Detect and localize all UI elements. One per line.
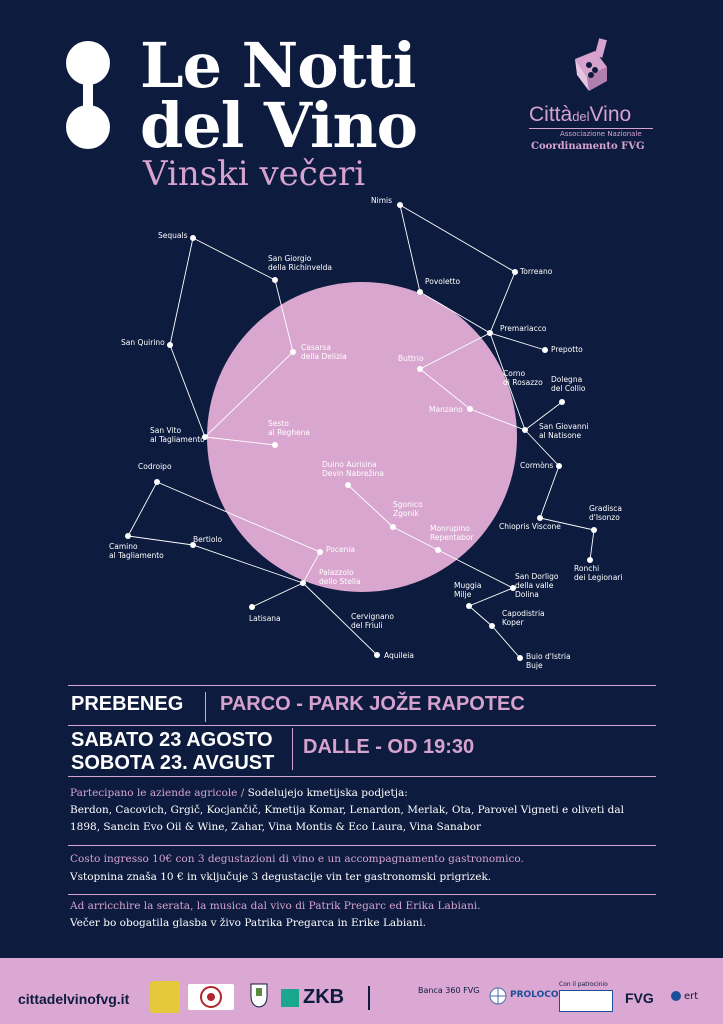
divider-date — [68, 776, 656, 777]
cdv-association: Associazione Nazionale — [560, 130, 642, 138]
cost-it: Costo ingresso 10€ con 3 degustazioni di vino e un accompagnamento gastronomico. — [70, 853, 524, 865]
music-sl: Večer bo obogatila glasba v živo Patrika Pregarca in Erike Labiani. — [70, 917, 426, 929]
divider-participants — [68, 845, 656, 846]
ert-icon — [670, 990, 682, 1002]
zkb-square-icon — [281, 989, 299, 1007]
fvg-mark: FVG — [625, 990, 654, 1006]
town-label: Premariacco — [500, 324, 547, 333]
globe-icon — [489, 987, 507, 1005]
event-time: DALLE - OD 19:30 — [303, 736, 475, 758]
patronage-label: Con il patrocinio — [559, 981, 608, 988]
patronage-logo — [559, 990, 613, 1012]
town-label: Muggia Milje — [454, 581, 482, 599]
divider-cost — [68, 894, 656, 895]
town-label: Nimis — [371, 196, 392, 205]
town-label: San Giorgio della Richinvelda — [268, 254, 333, 272]
zkb-logo — [281, 986, 344, 1009]
town-label: Latisana — [249, 614, 281, 623]
town-label: Manzano — [429, 405, 463, 414]
participants-list: Berdon, Cacovich, Grgič, Kocjančič, Kmetija Komar, Lenardon, Merlak, Ota, Parovel Vigneti e oliveti dal 1898, Sancin Evo Oil & Wine, Zahar, Vina Montis & Eco Laura, Vina Sanabor — [70, 804, 625, 833]
date-separator — [292, 728, 293, 770]
ert-logo — [670, 990, 698, 1002]
town-label: Camino al Tagliamento — [109, 542, 164, 560]
town-label: San Dorligo della valle Dolina — [515, 572, 559, 599]
participants-heading-sl: Sodelujejo kmetijska podjetja: — [247, 787, 408, 799]
town-label: Buttrio — [398, 354, 424, 363]
proloco-logo: PROLOCO — [510, 990, 559, 1000]
event-date-sl: SOBOTA 23. AVGUST — [71, 752, 275, 774]
cdv-name-a: Città — [529, 103, 573, 126]
fvg-logo — [368, 986, 408, 1010]
town-label: San Giovanni al Natisone — [539, 422, 589, 440]
town-label: Sequals — [158, 231, 188, 240]
sponsor-seal-icon — [188, 984, 234, 1010]
town-label: Cormòns — [520, 461, 554, 470]
event-subtitle: Vinski večeri — [143, 154, 366, 194]
town-label: Corno di Rosazzo — [503, 369, 543, 387]
town-label: San Vito al Tagliamento — [150, 426, 205, 444]
town-label: San Quirino — [121, 338, 165, 347]
divider-venue — [68, 725, 656, 726]
participants-heading-it: Partecipano le aziende agricole / — [70, 787, 245, 799]
venue-name: PARCO - PARK JOŽE RAPOTEC — [220, 693, 525, 715]
participants-block — [70, 785, 655, 836]
town-label: Dolegna del Collio — [551, 375, 586, 393]
town-label: Pocenia — [326, 545, 356, 554]
cdv-coordination: Coordinamento FVG — [531, 141, 645, 152]
town-label: Torreano — [520, 267, 553, 276]
town-label: Bertiolo — [193, 535, 223, 544]
title-line-1: Le Notti — [140, 29, 416, 102]
cdv-name-c: Vino — [589, 103, 632, 126]
cost-sl: Vstopnina znaša 10 € in vključuje 3 degustacije vin ter gastronomski prigrizek. — [70, 871, 492, 883]
town-label: Prepotto — [551, 345, 583, 354]
town-label: Palazzolo dello Stella — [319, 568, 361, 586]
town-label: Ronchi dei Legionari — [574, 564, 623, 582]
venue-separator — [205, 692, 206, 722]
venue-town: PREBENEG — [71, 693, 184, 715]
cdv-name-b: del — [572, 109, 590, 124]
title-line-2: del Vino — [140, 89, 417, 162]
event-date-it: SABATO 23 AGOSTO — [71, 729, 273, 751]
sponsor-logo-2 — [188, 984, 234, 1010]
music-it: Ad arricchire la serata, la musica dal vivo di Patrik Pregarc ed Erika Labiani. — [70, 900, 481, 912]
divider-top — [68, 685, 656, 686]
town-label: Sgonico Zgonik — [393, 500, 423, 518]
crest-icon — [249, 980, 269, 1008]
zkb-text: ZKB — [303, 986, 345, 1008]
town-label: Casarsa della Delizia — [301, 343, 347, 361]
town-label: Gradisca d'Isonzo — [589, 504, 622, 522]
town-label: Codroipo — [138, 462, 172, 471]
town-label: Duino Aurisina Devin Nabrežina — [322, 460, 384, 478]
map-circle — [207, 282, 517, 592]
town-label: Chiopris Viscone — [499, 522, 561, 531]
town-label: Aquileia — [384, 651, 414, 660]
town-label: Monrupino Repentabor — [430, 524, 474, 542]
sponsor-logo-1 — [150, 981, 180, 1013]
town-label: Capodistria Koper — [502, 609, 545, 627]
town-label: Buio d'Istria Buje — [526, 652, 571, 670]
town-label: Povoletto — [425, 277, 461, 286]
banca360-text: Banca 360 FVG — [418, 986, 480, 995]
banca360-logo — [418, 986, 479, 995]
town-label: Cervignano del Friuli — [351, 612, 394, 630]
website-link[interactable]: cittadelvinofvg.it — [18, 991, 130, 1007]
town-label: Sesto al Reghena — [268, 419, 311, 437]
ert-text: ert — [684, 990, 699, 1002]
